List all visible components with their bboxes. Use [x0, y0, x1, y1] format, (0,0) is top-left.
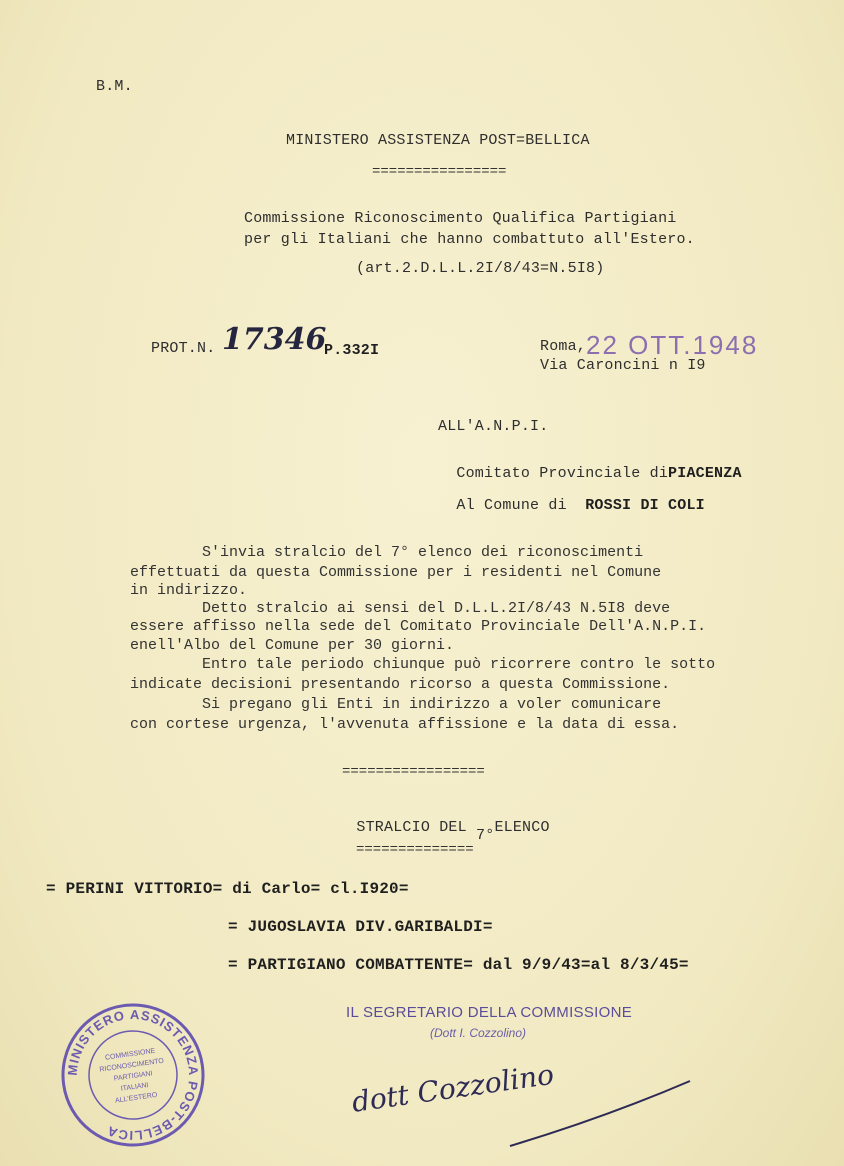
recipient-committee-label: Comitato Provinciale di: [456, 465, 669, 482]
stamp-center-line: ALL'ESTERO: [114, 1091, 158, 1105]
recipient-anpi: ALL'A.N.P.I.: [438, 418, 549, 435]
protocol-label: PROT.N.: [151, 340, 216, 357]
stamp-center-line: RICONOSCIMENTO: [99, 1057, 165, 1074]
body-line: indicate decisioni presentando ricorso a questa Commissione.: [130, 676, 671, 693]
signature-flourish: [500, 1076, 700, 1156]
secretary-title: IL SEGRETARIO DELLA COMMISSIONE: [346, 1004, 633, 1021]
excerpt-rule-top: =================: [342, 764, 485, 780]
excerpt-rule-bottom: ==============: [356, 842, 474, 858]
body-line: Entro tale periodo chiunque può ricorrere contro le sotto: [202, 656, 716, 673]
body-line: in indirizzo.: [130, 582, 248, 599]
recipient-municipality-label: Al Comune di: [456, 497, 567, 514]
entry-name-line: = PERINI VITTORIO= di Carlo= cl.I920=: [46, 880, 409, 898]
document-initials: B.M.: [96, 78, 133, 95]
recipient-municipality: [438, 480, 705, 514]
entry-division-line: = JUGOSLAVIA DIV.GARIBALDI=: [228, 918, 493, 936]
excerpt-title-suffix: ELENCO: [494, 819, 550, 836]
position-number: P.332I: [324, 342, 380, 359]
excerpt-title-number: 7°: [476, 827, 495, 844]
handwritten-signature: dott Cozzolino: [349, 1057, 556, 1119]
stamp-center-line: ITALIANI: [120, 1081, 150, 1093]
recipient-municipality-place: ROSSI DI COLI: [585, 497, 705, 514]
body-line: S'invia stralcio del 7° elenco dei riconoscimenti: [202, 544, 644, 561]
legal-reference: (art.2.D.L.L.2I/8/43=N.5I8): [356, 260, 605, 277]
header-rule: ================: [372, 164, 507, 180]
body-line: Detto stralcio ai sensi del D.L.L.2I/8/43 N.5I8 deve: [202, 600, 671, 617]
excerpt-title: [338, 802, 550, 844]
commission-line-2: per gli Italiani che hanno combattuto all'Estero.: [244, 231, 695, 248]
entry-status-line: = PARTIGIANO COMBATTENTE= dal 9/9/43=al 8/3/45=: [228, 956, 689, 974]
stamp-ring-text: MINISTERO ASSISTENZA POST-BELLICA: [64, 1006, 202, 1144]
body-line: con cortese urgenza, l'avvenuta affissione e la data di essa.: [130, 716, 680, 733]
city-label: Roma,: [540, 338, 587, 355]
date-stamp: 22 OTT.1948: [586, 330, 759, 360]
official-stamp: [48, 990, 217, 1159]
body-line: essere affisso nella sede del Comitato Provinciale Dell'A.N.P.I.: [130, 618, 707, 635]
commission-line-1: Commissione Riconoscimento Qualifica Partigiani: [244, 210, 677, 227]
body-line: Si pregano gli Enti in indirizzo a voler comunicare: [202, 696, 662, 713]
body-line: effettuati da questa Commissione per i residenti nel Comune: [130, 564, 662, 581]
protocol-number: 17346: [222, 322, 327, 357]
stamp-center-line: COMMISSIONE: [104, 1047, 156, 1062]
stamp-center-line: PARTIGIANI: [113, 1070, 154, 1083]
excerpt-title-prefix: STRALCIO DEL: [356, 819, 477, 836]
recipient-committee: [438, 448, 742, 482]
body-line: enell'Albo del Comune per 30 giorni.: [130, 637, 455, 654]
ministry-heading: MINISTERO ASSISTENZA POST=BELLICA: [286, 132, 590, 149]
recipient-committee-place: PIACENZA: [668, 465, 742, 482]
sender-address: Via Caroncini n I9: [540, 357, 706, 374]
secretary-name: (Dott I. Cozzolino): [430, 1026, 527, 1040]
